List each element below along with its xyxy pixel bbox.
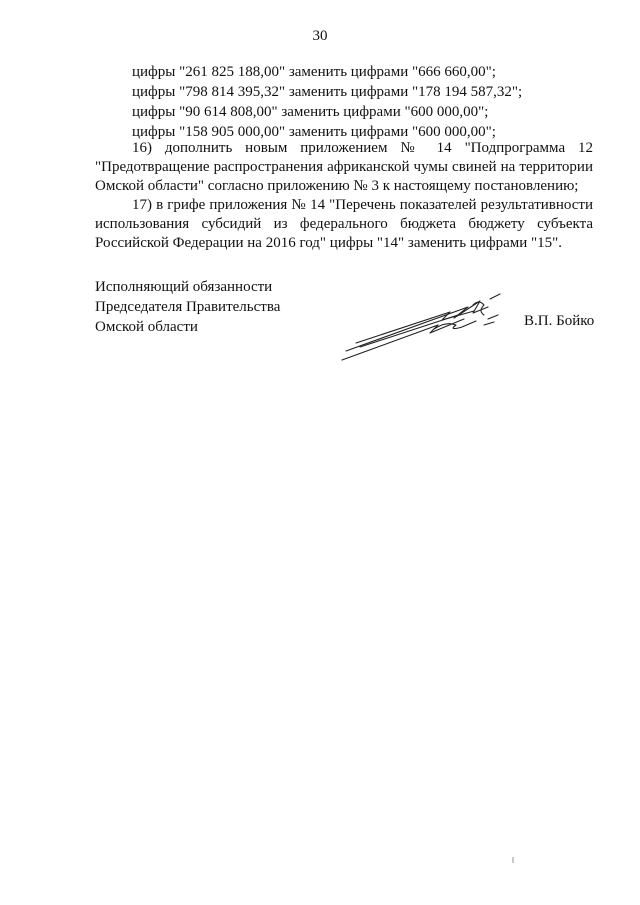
- item-17-line: использования субсидий из федерального бюджета бюджету субъекта: [95, 216, 593, 232]
- scan-artifact: [512, 857, 514, 863]
- item-16-line: "Предотвращение распространения африканской чумы свиней на территории: [95, 159, 593, 175]
- amendment-line: цифры "90 614 808,00" заменить цифрами "600 000,00";: [132, 104, 489, 120]
- page-number: 30: [312, 28, 328, 44]
- signatory-title-line: Омской области: [95, 319, 198, 335]
- signatory-title: [95, 277, 280, 337]
- handwritten-signature: [338, 285, 508, 365]
- amendment-line: цифры "158 905 000,00" заменить цифрами "600 000,00";: [132, 124, 496, 140]
- item-17-line: 17) в грифе приложения № 14 "Перечень показателей результативности: [132, 197, 593, 213]
- signatory-title-line: Исполняющий обязанности: [95, 279, 273, 295]
- amendment-line: цифры "261 825 188,00" заменить цифрами "666 660,00";: [132, 64, 496, 80]
- item-17-line: Российской Федерации на 2016 год" цифры "14" заменить цифрами "15".: [95, 235, 563, 251]
- amendment-line: цифры "798 814 395,32" заменить цифрами "178 194 587,32";: [132, 84, 523, 100]
- item-16-line: Омской области" согласно приложению № 3 к настоящему постановлению;: [95, 178, 579, 194]
- item-16-line: 16) дополнить новым приложением № 14 "Подпрограмма 12: [132, 140, 593, 156]
- signer-name: В.П. Бойко: [524, 313, 595, 329]
- signatory-title-line: Председателя Правительства: [95, 299, 281, 315]
